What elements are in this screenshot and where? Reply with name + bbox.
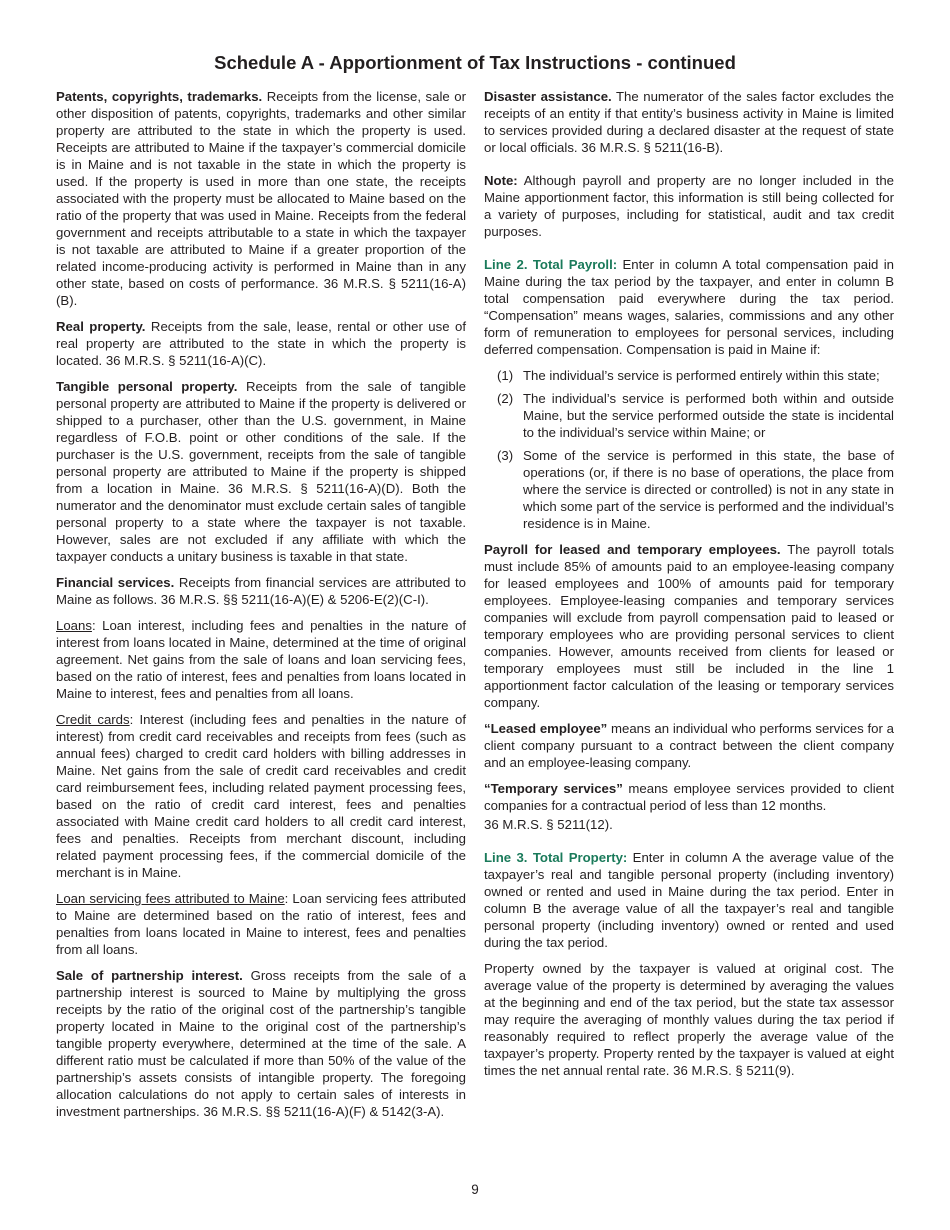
list-item-text: Some of the service is performed in this state, the base of operations (or, if there is no base of operations, the place from where the service is directed or controlled) is not in any state in which some part of the service is performed and the individual’s residence is in Maine. bbox=[523, 448, 894, 531]
financial-services-text: Receipts from financial services are attributed to Maine as follows. 36 M.R.S. §§ 5211(16-A)(E) & 5206-E(2)(C-I). bbox=[56, 575, 467, 607]
payroll-leased-text: The payroll totals must include 85% of amounts paid to an employee-leasing company for leased employees and 100% of amounts paid for temporary employees. Employee-leasing companies and temporary services companies will exclude from payroll compensation paid to leased or temporary employees who are providing personal services to client companies. However, amounts received from clients for leased or temporary employees must still be included in the line 1 apportionment factor calculation of the leasing or temporary services company. bbox=[484, 542, 894, 710]
patents-text: Receipts from the license, sale or other disposition of patents, copyrights, trademarks and other similar property are attributed to the state in which the property is used. Receipts are attributed to Maine if the taxpayer’s commercial domicile is in Maine and is not taxable in the state in which the property is used. If the property is used in more than one state, the receipts associated with the property must be allocated to Maine based on the ratio of the property that was used in Maine. Receipts from the federal government and receipts attributable to a state in which the taxpayer is not taxable are attributed to Maine if a greater proportion of the related income-producing activity is performed in Maine than in any other state, based on costs of performance. 36 M.R.S. § 5211(16-A)(B). bbox=[56, 89, 466, 308]
leased-employee-paragraph bbox=[484, 720, 894, 771]
disaster-paragraph bbox=[484, 88, 894, 156]
loans-heading: Loans bbox=[56, 618, 92, 633]
line2-heading: Line 2. Total Payroll: bbox=[484, 257, 618, 272]
note-heading: Note: bbox=[484, 173, 518, 188]
list-item bbox=[484, 447, 894, 532]
line3-text: Enter in column A the average value of the taxpayer’s real and tangible personal property (including inventory) owned or rented and used in Maine during the tax period. Enter in column B the average value of all the taxpayer’s real and tangible personal property (including inventory) owned or rented and used during the tax period. bbox=[484, 850, 894, 950]
line2-text: Enter in column A total compensation paid in Maine during the tax period by the taxpayer, and enter in column B total compensation paid everywhere during the tax period. “Compensation” means wages, salaries, commissions and any other form of remuneration to employees for personal services, including deferred compensation. Compensation is paid in Maine if: bbox=[484, 257, 894, 357]
credit-cards-paragraph bbox=[56, 711, 466, 881]
list-item bbox=[484, 390, 894, 441]
loans-paragraph bbox=[56, 617, 466, 702]
patents-heading: Patents, copyrights, trademarks. bbox=[56, 89, 263, 104]
patents-paragraph bbox=[56, 88, 466, 309]
leased-employee-heading: “Leased employee” bbox=[484, 721, 608, 736]
loans-text: : Loan interest, including fees and penalties in the nature of interest from loans located in Maine, determined at the time of original agreement. Net gains from the sale of loans and loan servicing fees, based on the ratio of interest, fees and penalties from loans located in Maine to interest, fees and penalties from all loans. bbox=[56, 618, 466, 701]
line3-paragraph bbox=[484, 849, 894, 951]
partnership-heading: Sale of partnership interest. bbox=[56, 968, 243, 983]
real-property-paragraph bbox=[56, 318, 466, 369]
note-paragraph bbox=[484, 172, 894, 240]
disaster-heading: Disaster assistance. bbox=[484, 89, 612, 104]
list-item-number: (2) bbox=[497, 391, 514, 406]
list-item-number: (1) bbox=[497, 368, 514, 383]
temporary-services-heading: “Temporary services” bbox=[484, 781, 623, 796]
leased-employee-text: means an individual who performs services for a client company pursuant to a contract between the client company and an employee-leasing company. bbox=[484, 721, 894, 770]
page-number: 9 bbox=[471, 1182, 479, 1197]
line2-paragraph bbox=[484, 256, 894, 358]
note-text: Although payroll and property are no longer included in the Maine apportionment factor, this information is still being collected for a variety of purposes, including for statistical, audit and tax credit purposes. bbox=[484, 173, 894, 239]
temporary-services-citation: 36 M.R.S. § 5211(12). bbox=[484, 817, 613, 832]
tangible-property-paragraph bbox=[56, 378, 466, 565]
credit-cards-heading: Credit cards bbox=[56, 712, 130, 727]
left-column bbox=[56, 88, 466, 1129]
temporary-services-paragraph bbox=[484, 780, 894, 814]
tangible-property-heading: Tangible personal property. bbox=[56, 379, 238, 394]
compensation-conditions-list bbox=[484, 367, 894, 532]
loan-servicing-paragraph bbox=[56, 890, 466, 958]
loan-servicing-text: : Loan servicing fees attributed to Maine are determined based on the ratio of interest, fees and penalties from loans located in Maine to interest, fees and penalties from all loans. bbox=[56, 891, 466, 957]
payroll-leased-heading: Payroll for leased and temporary employees. bbox=[484, 542, 781, 557]
temporary-services-text: means employee services provided to client companies for a contractual period of less than 12 months. bbox=[484, 781, 894, 813]
disaster-text: The numerator of the sales factor excludes the receipts of an entity if that entity’s business activity in Maine is limited to services provided during a declared disaster at the request of state or local officials. 36 M.R.S. § 5211(16-B). bbox=[484, 89, 894, 155]
financial-services-heading: Financial services. bbox=[56, 575, 175, 590]
page-title: Schedule A - Apportionment of Tax Instructions - continued bbox=[214, 52, 736, 73]
right-column bbox=[484, 88, 894, 1088]
real-property-text: Receipts from the sale, lease, rental or other use of real property are attributed to the state in which the property is located. 36 M.R.S. § 5211(16-A)(C). bbox=[56, 319, 467, 368]
tangible-property-text: Receipts from the sale of tangible personal property are attributed to Maine if the property is delivered or shipped to a purchaser, other than the U.S. government, in Maine regardless of F.O.B. point or other conditions of the sale. If the purchaser is the U.S. government, receipts from the sale of tangible personal property are attributed to Maine if the property is shipped from a location in Maine. 36 M.R.S. § 5211(16-A)(D). Both the numerator and the denominator must exclude certain sales of tangible personal property to a state where the taxpayer is not taxable. However, sales are not excluded if any affiliate with which the taxpayer conducts a unitary business is taxable in that state. bbox=[56, 379, 466, 564]
loan-servicing-heading: Loan servicing fees attributed to Maine bbox=[56, 891, 285, 906]
property-valuation-paragraph: Property owned by the taxpayer is valued at original cost. The average value of the property is determined by averaging the values at the beginning and end of the tax period, but the state tax assessor may require the averaging of monthly values during the tax period if reasonably required to reflect properly the average value of the taxpayer’s property. Property rented by the taxpayer is valued at eight times the net annual rental rate. 36 M.R.S. § 5211(9). bbox=[484, 961, 894, 1078]
real-property-heading: Real property. bbox=[56, 319, 146, 334]
list-item-text: The individual’s service is performed entirely within this state; bbox=[523, 368, 880, 383]
line3-heading: Line 3. Total Property: bbox=[484, 850, 628, 865]
financial-services-paragraph bbox=[56, 574, 466, 608]
payroll-leased-paragraph bbox=[484, 541, 894, 711]
partnership-paragraph bbox=[56, 967, 466, 1120]
list-item-text: The individual’s service is performed both within and outside Maine, but the service performed outside the state is incidental to the individual’s service within Maine; or bbox=[523, 391, 894, 440]
credit-cards-text: : Interest (including fees and penalties in the nature of interest) from credit card receivables and receipts from fees (such as annual fees) charged to credit card holders with billing addresses in Maine. Net gains from the sale of credit card receivables and credit card reimbursement fees, including related payment processing fees, based on the ratio of credit card interest, fees and penalties associated with Maine credit card holders to all credit card interest, fees and penalties. Receipts from merchant discount, including related payment processing fees, if the commercial domicile of the merchant is in Maine. bbox=[56, 712, 466, 880]
list-item bbox=[484, 367, 894, 384]
list-item-number: (3) bbox=[497, 448, 514, 463]
partnership-text: Gross receipts from the sale of a partnership interest is sourced to Maine by multiplying the gross receipts by the ratio of the original cost of the partnership’s tangible property located in Maine to the original cost of the partnership’s tangible property everywhere, determined at the time of the sale. A different ratio must be calculated if more than 50% of the value of the partnership’s assets consists of intangible property. The foregoing allocation calculations do not apply to certain sales of interests in investment partnerships. 36 M.R.S. §§ 5211(16-A)(F) & 5142(3-A). bbox=[56, 968, 466, 1119]
